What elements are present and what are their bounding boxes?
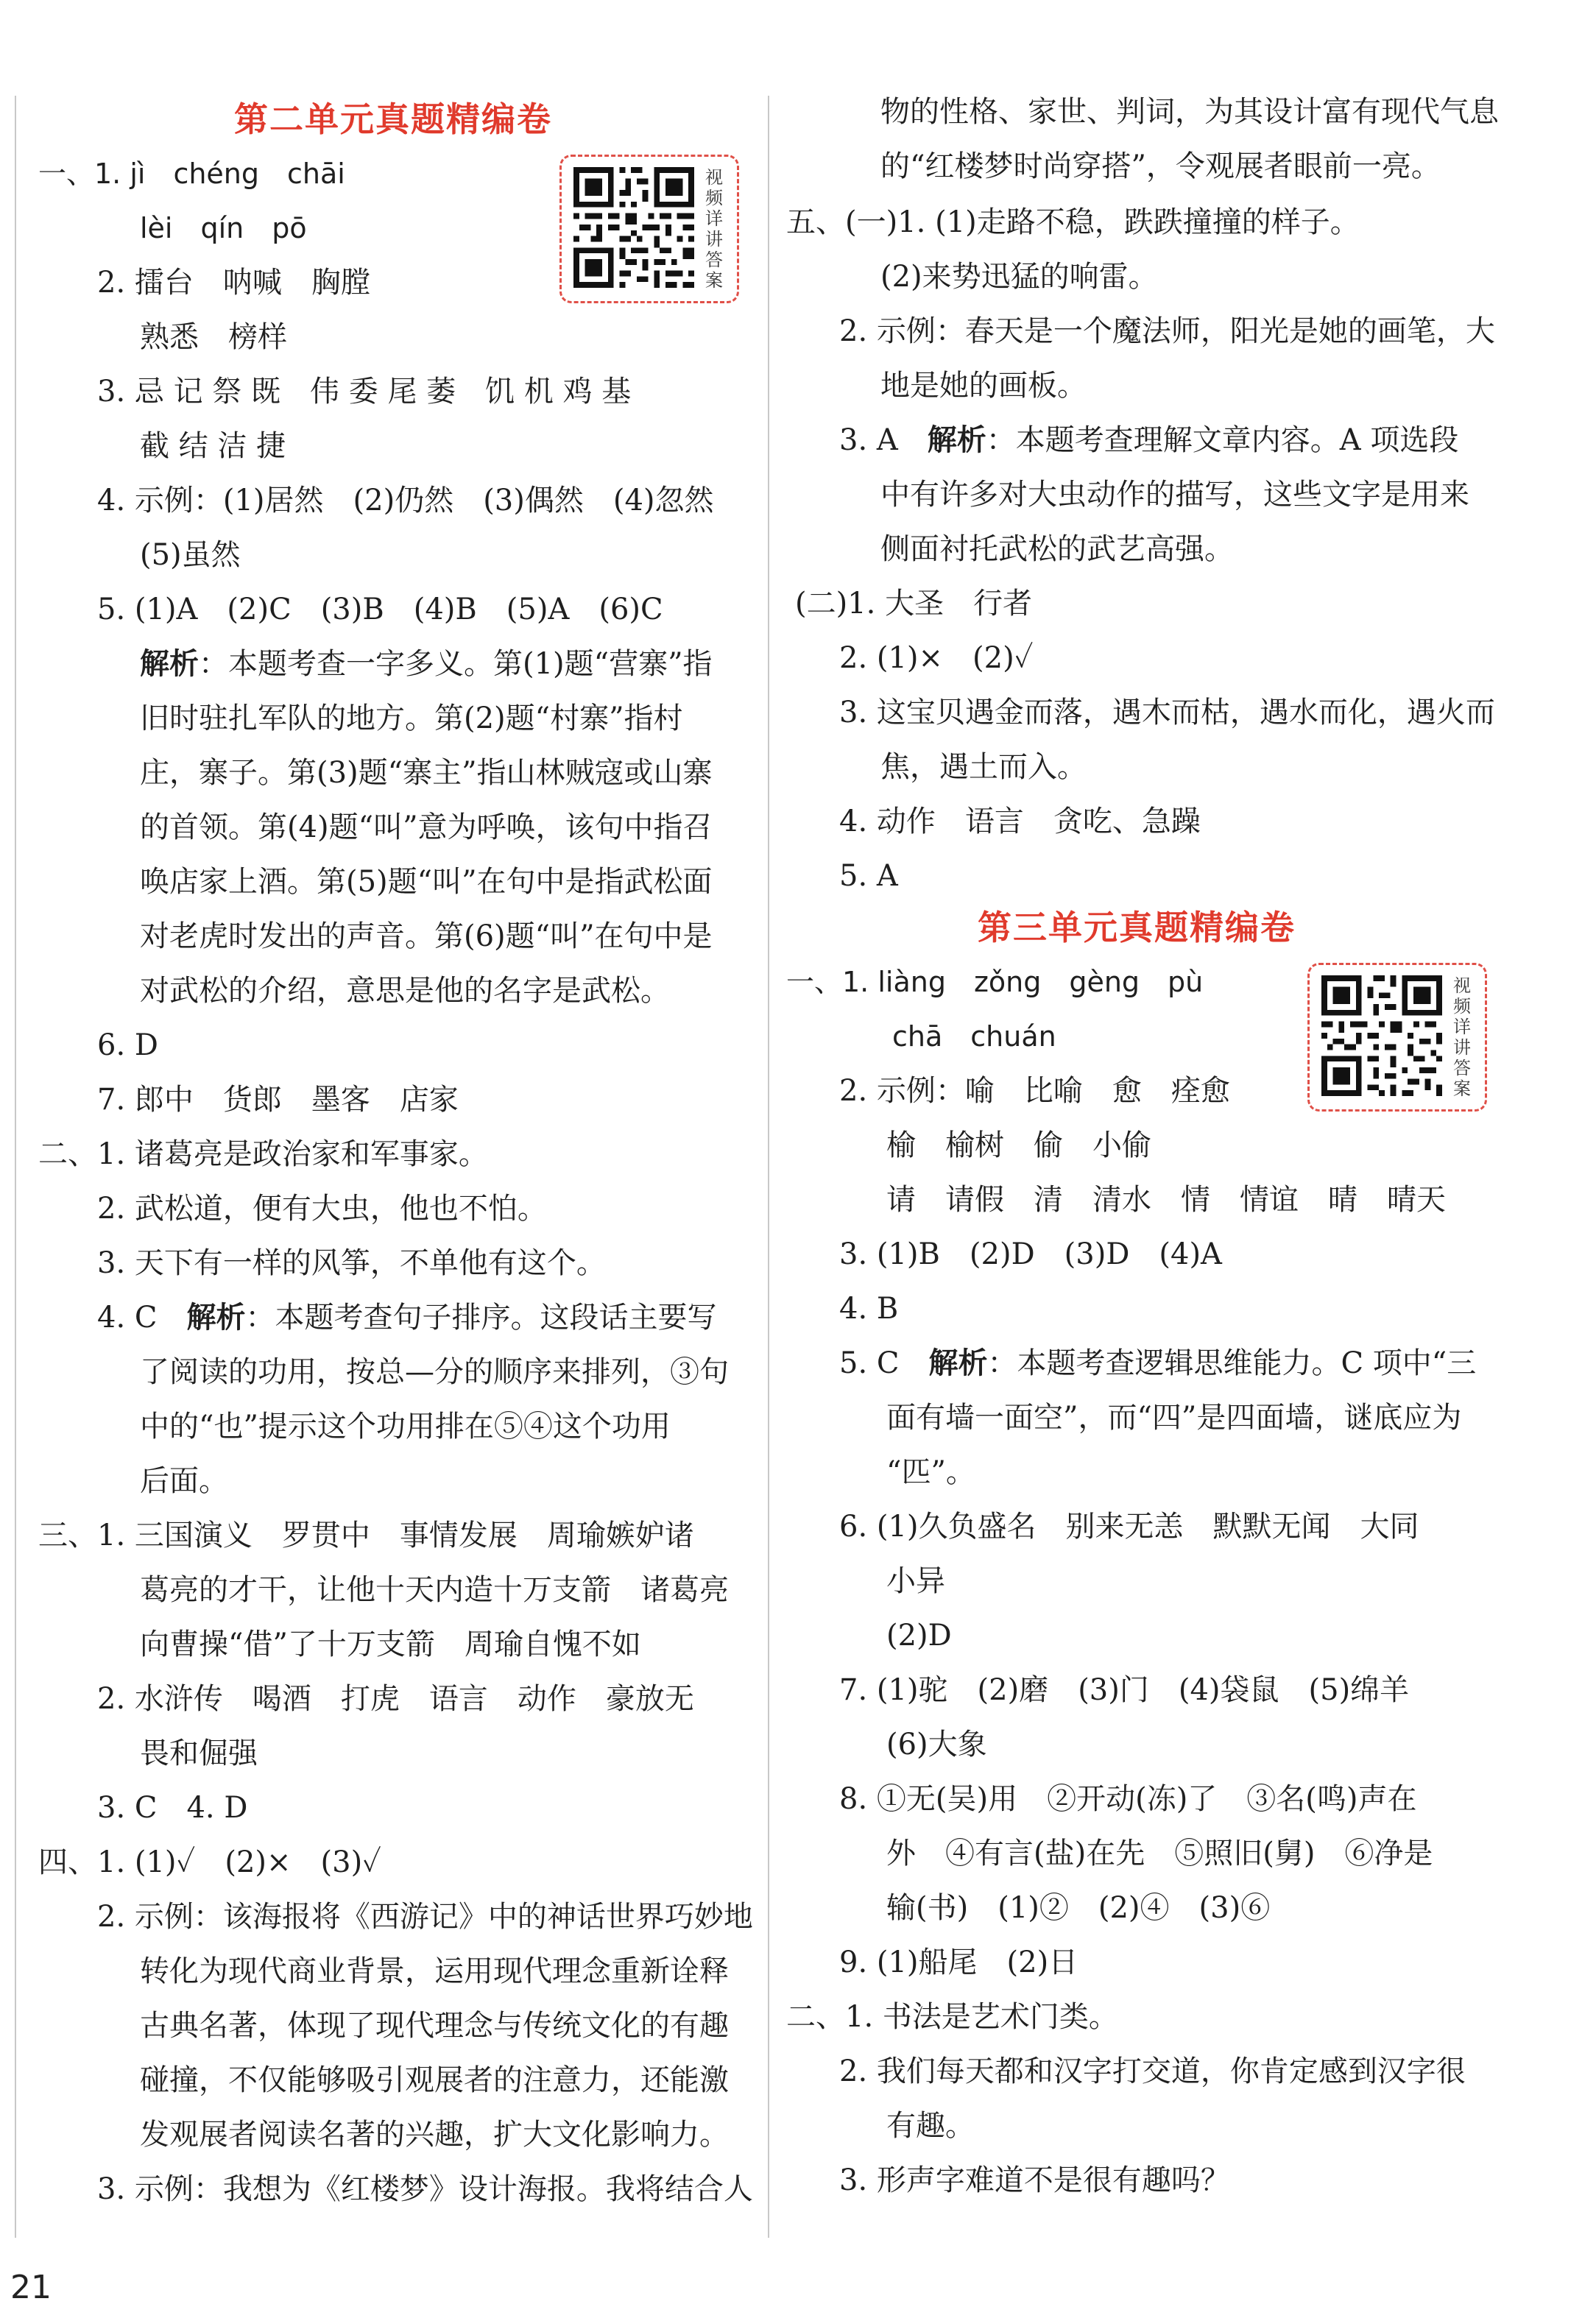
answer-line: 8. ①无(吴)用 ②开动(冻)了 ③名(鸣)声在 <box>839 1782 1417 1816</box>
answer-line: 截 结 洁 捷 <box>140 429 286 463</box>
answer-line: 了阅读的功用，按总—分的顺序来排列，③句 <box>140 1355 729 1389</box>
answer-line: 侧面衬托武松的武艺高强。 <box>880 532 1234 566</box>
answer-line: 2. 水浒传 喝酒 打虎 语言 动作 豪放无 <box>97 1682 694 1716</box>
answer-line: 解析：本题考查一字多义。第(1)题“营寨”指 <box>140 646 713 681</box>
answer-line: 4. C 解析：本题考查句子排序。这段话主要写 <box>97 1300 717 1335</box>
page-number: 21 <box>10 2269 52 2306</box>
answer-line: lèi qín pō <box>140 212 307 244</box>
answer-line: 熟悉 榜样 <box>140 320 287 354</box>
answer-line: 9. (1)船尾 (2)日 <box>839 1946 1078 1979</box>
answer-line: 4. 动作 语言 贪吃、急躁 <box>839 805 1201 838</box>
answer-line: 古典名著，体现了现代理念与传统文化的有趣 <box>140 2009 729 2043</box>
answer-line: 一、1. jì chéng chāi <box>38 158 345 190</box>
answer-line: 二、1. 诸葛亮是政治家和军事家。 <box>38 1137 488 1171</box>
answer-line: 碰撞，不仅能够吸引观展者的注意力，还能激 <box>140 2063 729 2097</box>
unit-3-title: 第三单元真题精编卷 <box>978 908 1296 947</box>
answer-line: 3. 这宝贝遇金而落，遇木而枯，遇水而化，遇火而 <box>839 696 1495 729</box>
analysis-label: 解析 <box>140 646 199 681</box>
answer-line: 3. 天下有一样的风筝，不单他有这个。 <box>97 1246 606 1280</box>
answer-line: 对武松的介绍，意思是他的名字是武松。 <box>140 974 670 1008</box>
answer-line: 5. A <box>839 859 898 893</box>
answer-line: 2. 擂台 呐喊 胸膛 <box>97 266 370 300</box>
answer-line: 7. 郎中 货郎 墨客 店家 <box>97 1083 459 1117</box>
answer-line: 4. 示例：(1)居然 (2)仍然 (3)偶然 (4)忽然 <box>97 484 714 517</box>
answer-line: 6. (1)久负盛名 别来无恙 默默无闻 大同 <box>839 1510 1419 1544</box>
answer-line: (二)1. 大圣 行者 <box>795 587 1033 621</box>
answer-line: (5)虽然 <box>140 538 241 572</box>
answer-line: 2. 示例：该海报将《西游记》中的神话世界巧妙地 <box>97 1900 753 1934</box>
answer-line: 一、1. liàng zǒng gèng pù <box>786 966 1204 998</box>
answer-line: 请 请假 清 清水 情 情谊 晴 晴天 <box>886 1183 1446 1217</box>
qr-code-unit-3[interactable] <box>1307 963 1487 1112</box>
answer-line: 唤店家上酒。第(5)题“叫”在句中是指武松面 <box>140 865 713 899</box>
answer-line: 有趣。 <box>886 2109 975 2143</box>
answer-line: chā chuán <box>892 1020 1056 1053</box>
qr-caption: 视频详讲答案 <box>705 167 723 291</box>
answer-line: 地是她的画板。 <box>880 369 1087 403</box>
answer-line: 4. B <box>839 1292 899 1326</box>
unit-2-title: 第二单元真题精编卷 <box>234 99 552 139</box>
answer-line: 5. (1)A (2)C (3)B (4)B (5)A (6)C <box>97 593 663 626</box>
answer-line: 葛亮的才干，让他十天内造十万支箭 诸葛亮 <box>140 1573 729 1607</box>
answer-line: 对老虎时发出的声音。第(6)题“叫”在句中是 <box>140 919 713 953</box>
qr-code-icon <box>573 167 694 288</box>
answer-line: 中有许多对大虫动作的描写，这些文字是用来 <box>880 478 1469 512</box>
answer-line: 的首领。第(4)题“叫”意为呼唤，该句中指召 <box>140 810 713 844</box>
answer-line: (2)D <box>886 1619 952 1653</box>
answer-line: 三、1. 三国演义 罗贯中 事情发展 周瑜嫉妒诸 <box>38 1519 694 1552</box>
answer-line: 3. A 解析：本题考查理解文章内容。A 项选段 <box>839 423 1459 457</box>
answer-line: 2. 示例：喻 比喻 愈 痊愈 <box>839 1074 1230 1108</box>
answer-line: 四、1. (1)✓ (2)× (3)✓ <box>38 1845 381 1879</box>
left-column <box>0 0 766 2275</box>
analysis-label: 解析 <box>186 1300 246 1335</box>
answer-line: 二、1. 书法是艺术门类。 <box>786 2000 1118 2034</box>
answer-line: 中的“也”提示这个功用排在⑤④这个功用 <box>140 1410 671 1444</box>
answer-line: 物的性格、家世、判词，为其设计富有现代气息 <box>880 95 1499 129</box>
answer-line: 2. 武松道，便有大虫，他也不怕。 <box>97 1192 547 1226</box>
qr-code-unit-2[interactable] <box>559 155 739 303</box>
right-column <box>766 0 1596 2275</box>
answer-line: 榆 榆树 偷 小偷 <box>886 1128 1151 1162</box>
answer-line: 7. (1)驼 (2)磨 (3)门 (4)袋鼠 (5)绵羊 <box>839 1673 1410 1707</box>
answer-line: (2)来势迅猛的响雷。 <box>880 260 1158 294</box>
answer-line: 6. D <box>97 1028 158 1062</box>
answer-line: 5. C 解析：本题考查逻辑思维能力。C 项中“三 <box>839 1346 1477 1380</box>
answer-line: 3. 示例：我想为《红楼梦》设计海报。我将结合人 <box>97 2172 753 2206</box>
answer-line: 2. 我们每天都和汉字打交道，你肯定感到汉字很 <box>839 2054 1466 2088</box>
answer-line: 3. 形声字难道不是很有趣吗？ <box>839 2163 1230 2197</box>
qr-caption: 视频详讲答案 <box>1453 975 1471 1099</box>
answer-line: 2. (1)× (2)✓ <box>839 641 1034 675</box>
analysis-label: 解析 <box>927 423 986 457</box>
answer-line: “匹”。 <box>886 1455 975 1489</box>
answer-line: (6)大象 <box>886 1728 987 1762</box>
answer-line: 3. 忌 记 祭 既 伟 委 尾 萎 饥 机 鸡 基 <box>97 375 632 409</box>
answer-line: 2. 示例：春天是一个魔法师，阳光是她的画笔，大 <box>839 314 1495 348</box>
answer-line: 3. C 4. D <box>97 1791 248 1825</box>
answer-line: 五、(一)1. (1)走路不稳，跌跌撞撞的样子。 <box>786 205 1360 239</box>
answer-line: 旧时驻扎军队的地方。第(2)题“村寨”指村 <box>140 702 683 735</box>
answer-line: 输(书) (1)② (2)④ (3)⑥ <box>886 1891 1271 1925</box>
qr-code-icon <box>1321 975 1442 1096</box>
analysis-label: 解析 <box>928 1346 988 1380</box>
answer-line: 后面。 <box>140 1464 228 1498</box>
answer-line: 庄，寨子。第(3)题“寨主”指山林贼寇或山寨 <box>140 756 713 790</box>
answer-line: 发观展者阅读名著的兴趣，扩大文化影响力。 <box>140 2118 729 2152</box>
answer-line: 3. (1)B (2)D (3)D (4)A <box>839 1237 1222 1271</box>
answer-line: 外 ④有言(盐)在先 ⑤照旧(舅) ⑥净是 <box>886 1837 1433 1870</box>
answer-line: 的“红楼梦时尚穿搭”，令观展者眼前一亮。 <box>880 149 1441 183</box>
answer-line: 畏和倔强 <box>140 1736 258 1770</box>
answer-line: 转化为现代商业背景，运用现代理念重新诠释 <box>140 1954 729 1988</box>
answer-line: 小异 <box>886 1564 945 1598</box>
answer-line: 焦，遇土而入。 <box>880 750 1087 784</box>
answer-line: 向曹操“借”了十万支箭 周瑜自愧不如 <box>140 1628 641 1661</box>
answer-line: 面有墙一面空”，而“四”是四面墙，谜底应为 <box>886 1401 1462 1435</box>
